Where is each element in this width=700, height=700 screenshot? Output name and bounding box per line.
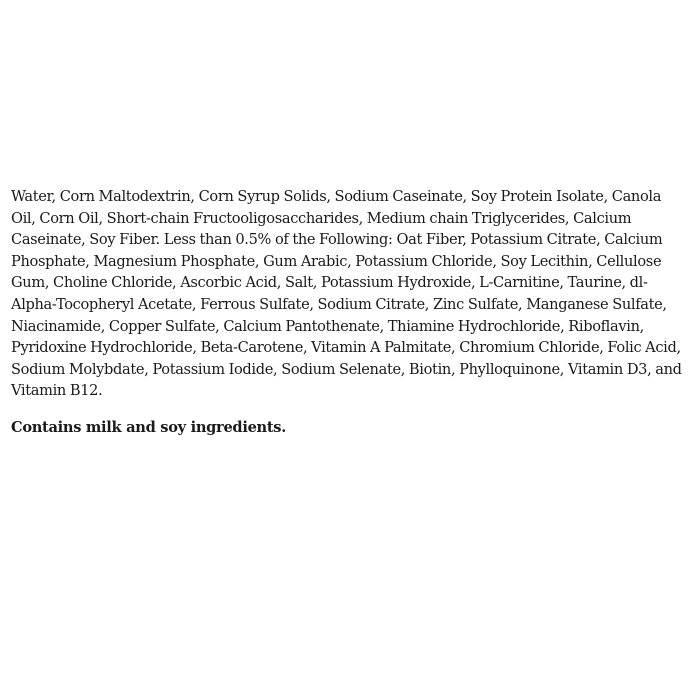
allergen-statement: Contains milk and soy ingredients. bbox=[11, 419, 287, 436]
ingredients-text: Water, Corn Maltodextrin, Corn Syrup Solids, Sodium Caseinate, Soy Protein Isolate, Canola Oil, Corn Oil, Short-chain Fructooligosaccharides, Medium chain Triglycerides, Calcium Caseinate, Soy Fiber. Less than 0.5% of the Following: Oat Fiber, Potassium Citrate, Calcium Phosphate, Magnesium Phosphate, Gum Arabic, Potassium Chloride, Soy Lecithin, Cellulose Gum, Choline Chloride, Ascorbic Acid, Salt, Potassium Hydroxide, L-Carnitine, Taurine, dl-Alpha-Tocopheryl Acetate, Ferrous Sulfate, Sodium Citrate, Zinc Sulfate, Manganese Sulfate, Niacinamide, Copper Sulfate, Calcium Pantothenate, Thiamine Hydrochloride, Riboflavin, Pyridoxine Hydrochloride, Beta-Carotene, Vitamin A Palmitate, Chromium Chloride, Folic Acid, Sodium Molybdate, Potassium Iodide, Sodium Selenate, Biotin, Phylloquinone, Vitamin D3, and Vitamin B12. bbox=[11, 188, 682, 400]
